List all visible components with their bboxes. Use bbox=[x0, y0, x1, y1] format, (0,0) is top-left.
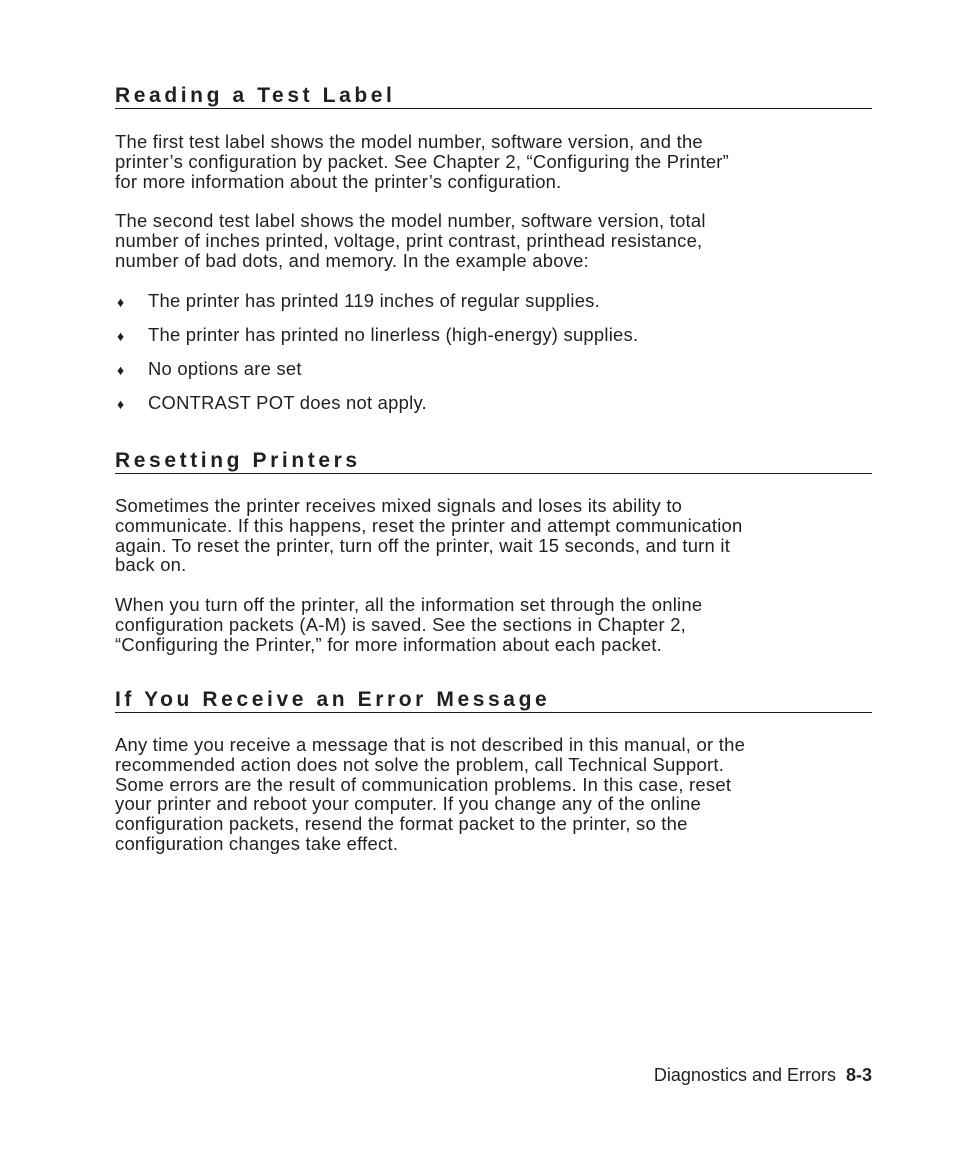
bullet-text: CONTRAST POT does not apply. bbox=[148, 392, 427, 413]
list-item bbox=[115, 291, 872, 325]
list-item bbox=[115, 359, 872, 393]
paragraph-error-message: Any time you receive a message that is not described in this manual, or the recommended action does not solve the problem, call Technical Support. Some errors are the result of communication problems. In this case, reset your printer and reboot your computer. If you change any of the online configuration packets, resend the format packet to the printer, so the configuration changes take effect. bbox=[115, 734, 746, 854]
bullet-text: The printer has printed 119 inches of regular supplies. bbox=[148, 290, 600, 311]
page-footer bbox=[654, 1064, 872, 1086]
footer-page-number: 8-3 bbox=[845, 1065, 872, 1085]
diamond-bullet-icon: ♦ bbox=[117, 294, 125, 310]
list-item bbox=[115, 325, 872, 359]
footer-chapter-title: Diagnostics and Errors bbox=[653, 1065, 836, 1085]
paragraph-resetting-second: When you turn off the printer, all the information set through the online configuration packets (A-M) is saved. See the sections in Chapter 2, “Configuring the Printer,” for more information about each packet. bbox=[115, 594, 703, 655]
manual-page bbox=[115, 0, 872, 1152]
diamond-bullet-icon: ♦ bbox=[117, 362, 125, 378]
paragraph-resetting-first: Sometimes the printer receives mixed signals and loses its ability to communicate. If this happens, reset the printer and attempt communication again. To reset the printer, turn off the printer, wait 15 seconds, and turn it back on. bbox=[115, 495, 743, 576]
section-heading-reading-test-label: Reading a Test Label bbox=[115, 84, 872, 109]
bullet-text: The printer has printed no linerless (high-energy) supplies. bbox=[148, 324, 639, 345]
section-heading-error-message: If You Receive an Error Message bbox=[115, 688, 872, 713]
list-item bbox=[115, 393, 872, 427]
bullet-text: No options are set bbox=[148, 358, 302, 379]
diamond-bullet-icon: ♦ bbox=[117, 396, 125, 412]
section-heading-resetting-printers: Resetting Printers bbox=[115, 449, 872, 474]
diamond-bullet-icon: ♦ bbox=[117, 328, 125, 344]
paragraph-test-label-first: The first test label shows the model number, software version, and the printer’s configuration by packet. See Chapter 2, “Configuring the Printer” for more information about the printer’s configuration. bbox=[115, 131, 730, 192]
paragraph-test-label-second: The second test label shows the model number, software version, total number of inches printed, voltage, print contrast, printhead resistance, number of bad dots, and memory. In the example above: bbox=[115, 210, 706, 271]
test-label-bullet-list bbox=[115, 291, 872, 427]
